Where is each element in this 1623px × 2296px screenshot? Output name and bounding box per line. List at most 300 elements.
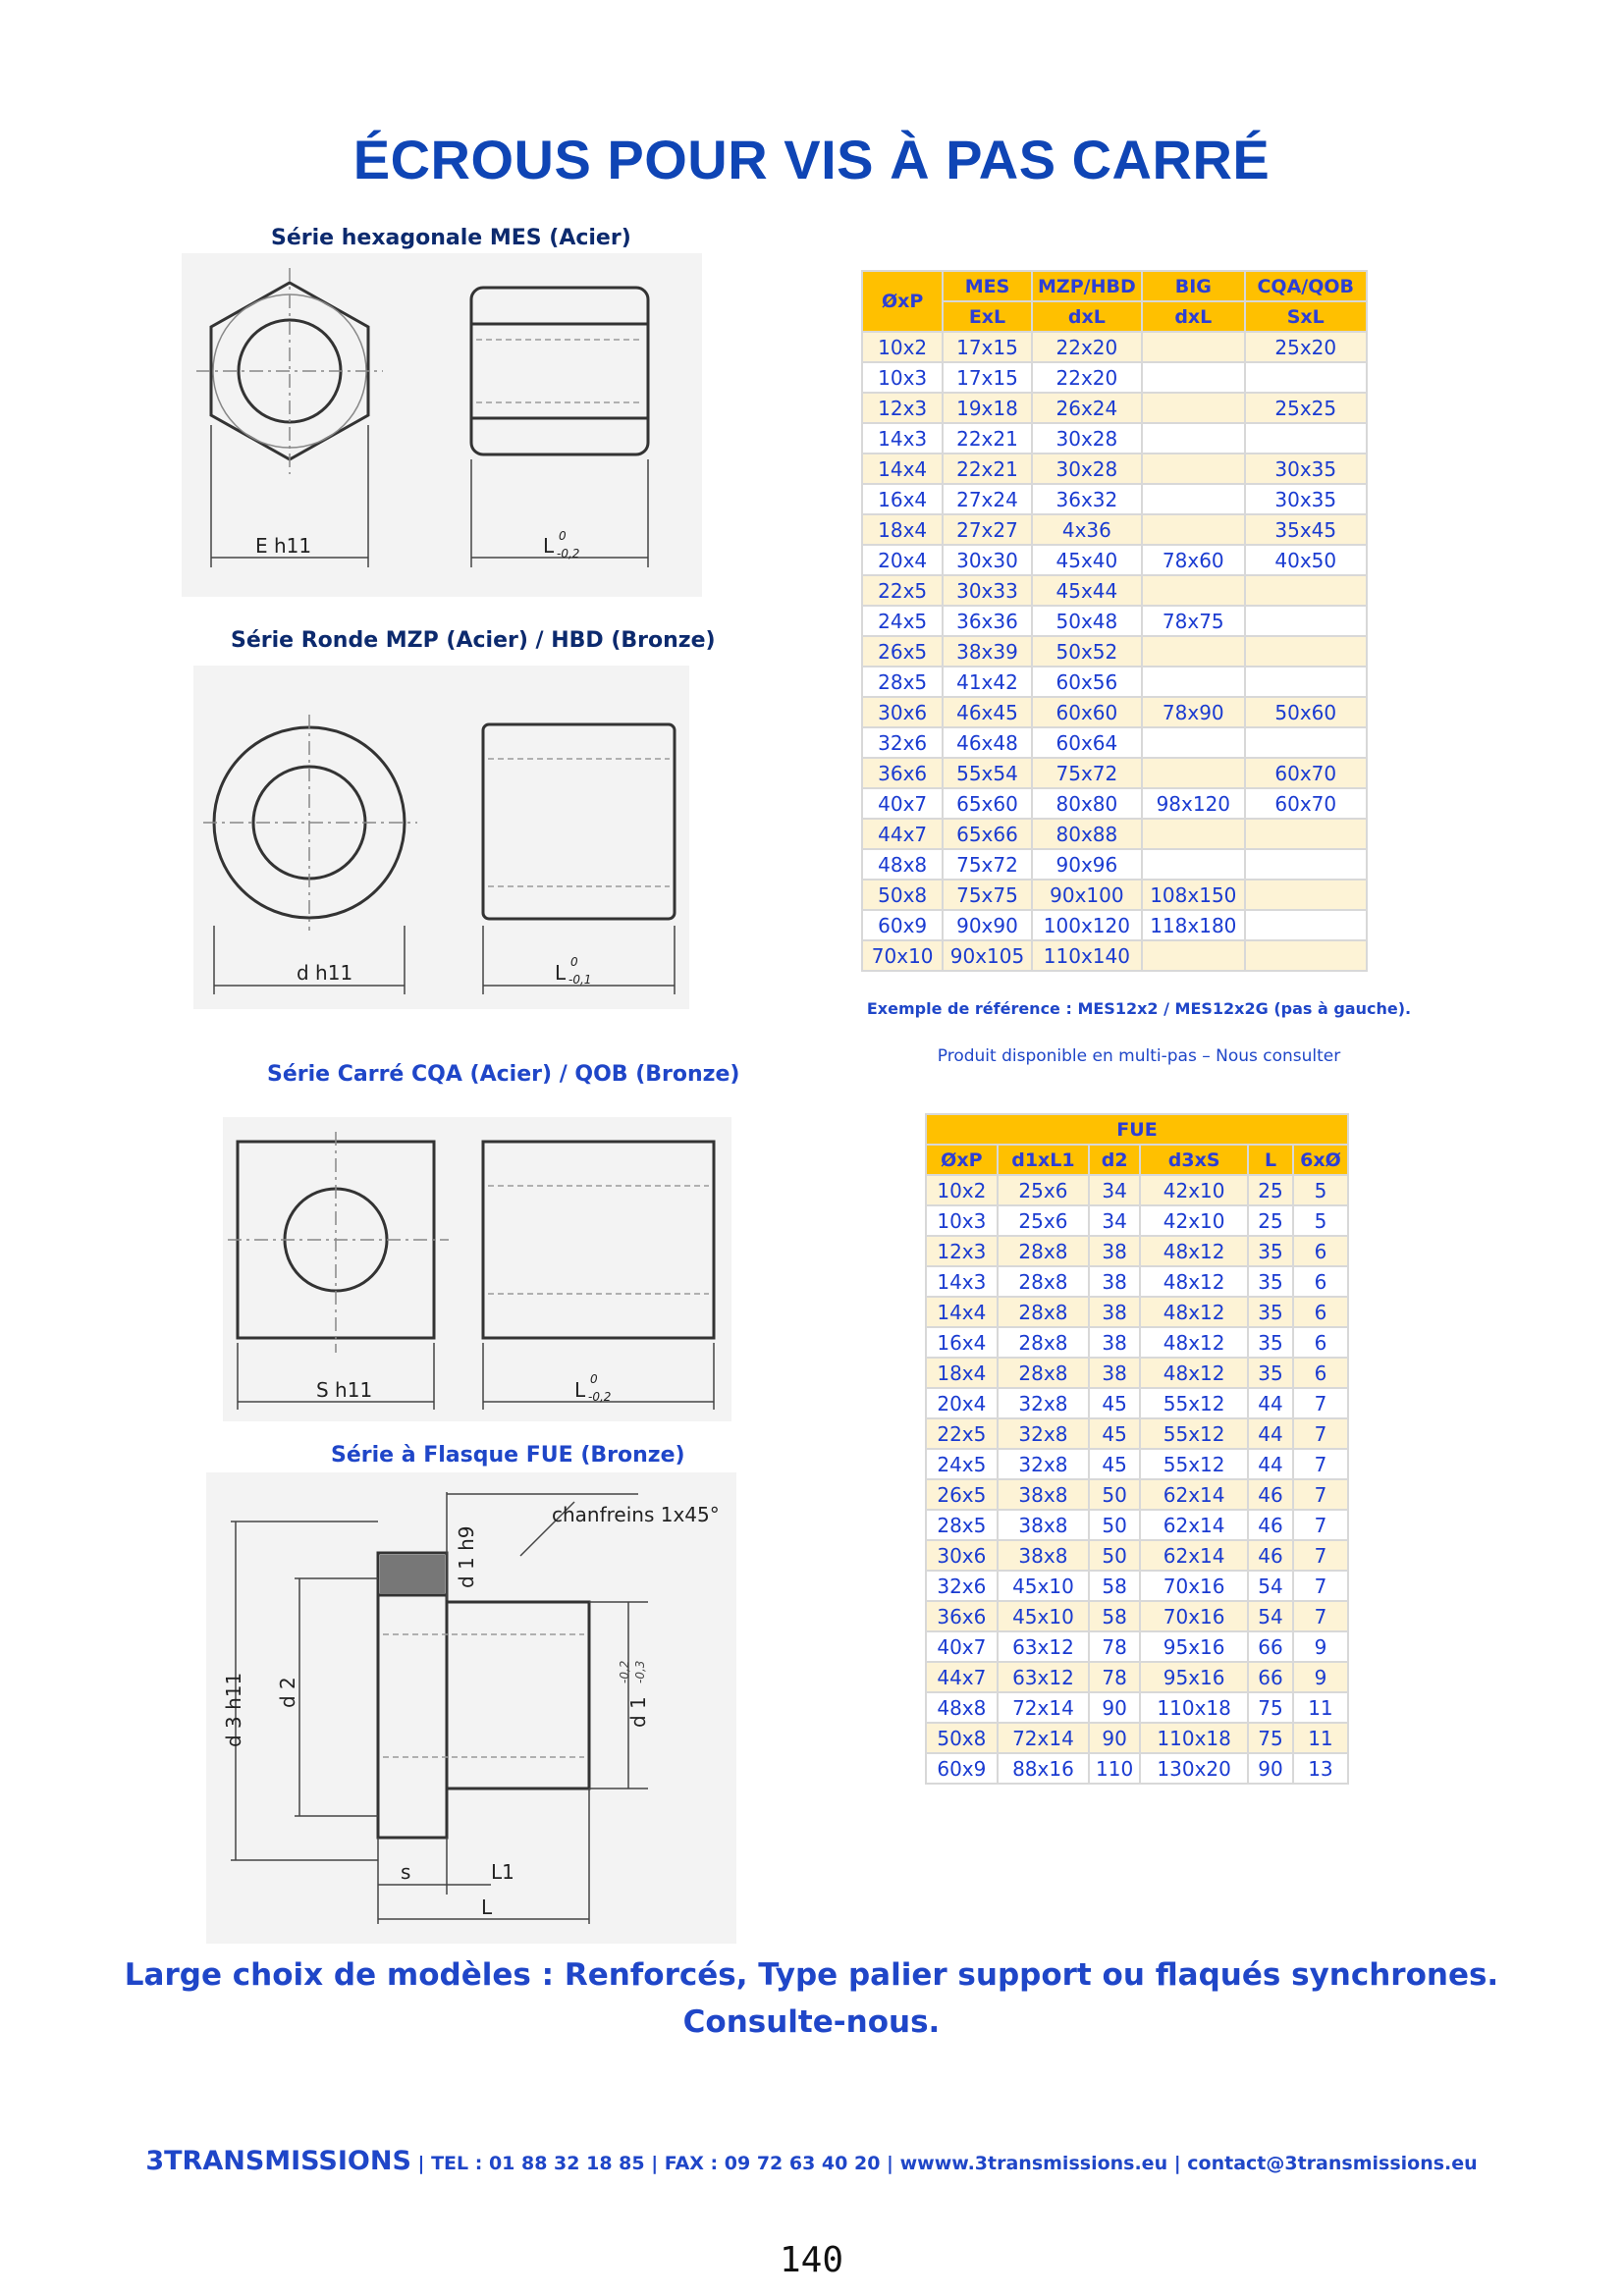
table-cell: [1245, 819, 1368, 849]
table-cell: 9: [1293, 1631, 1348, 1662]
table-cell: 50x52: [1032, 636, 1142, 667]
table-cell: [1142, 332, 1244, 362]
reference-example-note: Exemple de référence : MES12x2 / MES12x2G (pas à gauche).: [866, 999, 1412, 1018]
footer: [0, 2146, 1623, 2176]
table-cell: 7: [1293, 1449, 1348, 1479]
fue-col-d1xl1: d1xL1: [998, 1145, 1089, 1175]
table-cell: 46: [1248, 1540, 1293, 1571]
table-cell: 50x48: [1032, 606, 1142, 636]
table-row: [926, 1601, 1348, 1631]
table-cell: 50x8: [926, 1723, 998, 1753]
table-cell: [1245, 636, 1368, 667]
table-cell: 45: [1089, 1388, 1140, 1418]
table-cell: 22x21: [943, 423, 1031, 454]
table-cell: 70x16: [1140, 1571, 1248, 1601]
table-cell: 108x150: [1142, 880, 1244, 910]
col-subheader-dxl: dxL: [1032, 301, 1142, 332]
table-cell: 50: [1089, 1510, 1140, 1540]
table-cell: 32x8: [998, 1418, 1089, 1449]
col-header-mes: MES: [943, 271, 1031, 301]
table-row: [862, 910, 1367, 940]
table-row: [862, 545, 1367, 575]
fue-table-caption: FUE: [926, 1114, 1348, 1145]
table-row: [862, 362, 1367, 393]
table-row: [862, 575, 1367, 606]
table-row: [926, 1449, 1348, 1479]
table-cell: 75x75: [943, 880, 1031, 910]
flange-s-label: s: [401, 1860, 411, 1884]
table-cell: 25x20: [1245, 332, 1368, 362]
table-row: [862, 514, 1367, 545]
page-title: ÉCROUS POUR VIS À PAS CARRÉ: [352, 129, 1271, 190]
table-cell: 14x4: [926, 1297, 998, 1327]
table-row: [926, 1662, 1348, 1692]
hex-nut-drawing: [182, 253, 702, 597]
table-row: [926, 1692, 1348, 1723]
table-cell: 110: [1089, 1753, 1140, 1784]
table-cell: 88x16: [998, 1753, 1089, 1784]
table-cell: 30x6: [862, 697, 943, 727]
table-cell: [1245, 849, 1368, 880]
table-cell: 18x4: [862, 514, 943, 545]
table-cell: 48x12: [1140, 1358, 1248, 1388]
table-cell: 48x12: [1140, 1297, 1248, 1327]
table-cell: 30x30: [943, 545, 1031, 575]
table-cell: [1142, 393, 1244, 423]
col-header-oxp: ØxP: [862, 271, 943, 332]
table-cell: 28x8: [998, 1236, 1089, 1266]
col-header-big: BIG: [1142, 271, 1244, 301]
table-cell: 30x33: [943, 575, 1031, 606]
table-cell: 95x16: [1140, 1662, 1248, 1692]
table-cell: 44x7: [862, 819, 943, 849]
table-cell: 32x8: [998, 1449, 1089, 1479]
table-cell: 55x12: [1140, 1449, 1248, 1479]
table-cell: [1245, 880, 1368, 910]
table-cell: 48x8: [862, 849, 943, 880]
table-cell: [1142, 362, 1244, 393]
table-cell: 130x20: [1140, 1753, 1248, 1784]
table-row: [926, 1723, 1348, 1753]
table-cell: 42x10: [1140, 1205, 1248, 1236]
table-cell: 22x5: [862, 575, 943, 606]
table-row: [862, 606, 1367, 636]
section-title-cqa: Série Carré CQA (Acier) / QOB (Bronze): [267, 1062, 740, 1087]
table-cell: 35: [1248, 1327, 1293, 1358]
table-cell: 36x6: [926, 1601, 998, 1631]
table-cell: [1142, 758, 1244, 788]
table-cell: 35: [1248, 1236, 1293, 1266]
table-cell: 62x14: [1140, 1540, 1248, 1571]
table-row: [862, 667, 1367, 697]
table-cell: 90: [1248, 1753, 1293, 1784]
table-cell: [1142, 636, 1244, 667]
table-cell: 60x56: [1032, 667, 1142, 697]
multi-pitch-note: Produit disponible en multi-pas – Nous consulter: [937, 1046, 1341, 1066]
table-cell: 17x15: [943, 362, 1031, 393]
table-cell: 26x5: [862, 636, 943, 667]
table-row: [862, 849, 1367, 880]
fue-col-d3xs: d3xS: [1140, 1145, 1248, 1175]
table-cell: [1142, 423, 1244, 454]
table-row: [862, 454, 1367, 484]
table-cell: 7: [1293, 1479, 1348, 1510]
table-row: [926, 1327, 1348, 1358]
hex-label-e: E h11: [255, 534, 312, 558]
square-tol-lower: -0,2: [588, 1390, 612, 1404]
table-cell: 78x60: [1142, 545, 1244, 575]
table-cell: 38x8: [998, 1540, 1089, 1571]
table-cell: 110x18: [1140, 1692, 1248, 1723]
table-cell: 24x5: [926, 1449, 998, 1479]
table-cell: 14x4: [862, 454, 943, 484]
table-cell: 100x120: [1032, 910, 1142, 940]
cta-line-2: Consulte-nous.: [682, 2004, 941, 2040]
flange-nut-drawing: [206, 1472, 736, 1944]
table-row: [926, 1753, 1348, 1784]
table-cell: 46: [1248, 1479, 1293, 1510]
hex-tol-lower: -0,2: [557, 547, 580, 561]
round-label-l: L: [555, 961, 567, 985]
table-cell: 32x6: [862, 727, 943, 758]
hex-label-l: L: [543, 534, 555, 558]
fue-col-d2: d2: [1089, 1145, 1140, 1175]
table-cell: [1142, 727, 1244, 758]
table-cell: [1142, 940, 1244, 971]
table-cell: 42x10: [1140, 1175, 1248, 1205]
table-cell: 50: [1089, 1479, 1140, 1510]
table-cell: 65x66: [943, 819, 1031, 849]
table-cell: 38: [1089, 1358, 1140, 1388]
table-cell: 25: [1248, 1175, 1293, 1205]
table-cell: 28x8: [998, 1327, 1089, 1358]
table-cell: 7: [1293, 1571, 1348, 1601]
table-row: [862, 697, 1367, 727]
fue-col-l: L: [1248, 1145, 1293, 1175]
table-cell: 36x32: [1032, 484, 1142, 514]
square-label-s: S h11: [316, 1378, 373, 1402]
table-cell: 50: [1089, 1540, 1140, 1571]
table-cell: 60x70: [1245, 758, 1368, 788]
table-cell: 35x45: [1245, 514, 1368, 545]
table-cell: 4x36: [1032, 514, 1142, 545]
flange-l1-label: L1: [491, 1860, 514, 1884]
table-cell: 35: [1248, 1297, 1293, 1327]
table-cell: 75x72: [1032, 758, 1142, 788]
table-cell: [1142, 819, 1244, 849]
table-row: [926, 1175, 1348, 1205]
table-cell: 78: [1089, 1631, 1140, 1662]
table-cell: 60x64: [1032, 727, 1142, 758]
table-cell: 60x9: [862, 910, 943, 940]
table-cell: 55x12: [1140, 1388, 1248, 1418]
table-cell: 6: [1293, 1266, 1348, 1297]
table-cell: 46x48: [943, 727, 1031, 758]
table-cell: 45x10: [998, 1571, 1089, 1601]
table-cell: 66: [1248, 1631, 1293, 1662]
table-row: [862, 332, 1367, 362]
table-cell: 58: [1089, 1571, 1140, 1601]
hex-tol-upper: 0: [559, 529, 567, 543]
table-cell: 7: [1293, 1510, 1348, 1540]
table-cell: 26x5: [926, 1479, 998, 1510]
table-cell: 30x28: [1032, 454, 1142, 484]
table-cell: 25x25: [1245, 393, 1368, 423]
table-cell: [1245, 667, 1368, 697]
table-row: [926, 1297, 1348, 1327]
table-cell: [1245, 910, 1368, 940]
table-row: [862, 819, 1367, 849]
footer-separator: |: [1167, 2153, 1188, 2174]
table-cell: 38x39: [943, 636, 1031, 667]
flange-chamfer-label: chanfreins 1x45°: [552, 1503, 720, 1526]
table-cell: 44: [1248, 1449, 1293, 1479]
table-cell: [1142, 849, 1244, 880]
table-cell: 66: [1248, 1662, 1293, 1692]
table-row: [926, 1418, 1348, 1449]
table-cell: [1142, 514, 1244, 545]
table-cell: 27x27: [943, 514, 1031, 545]
table-cell: 72x14: [998, 1723, 1089, 1753]
table-cell: 110x140: [1032, 940, 1142, 971]
flange-d1-tol-lower: -0,3: [633, 1660, 647, 1683]
fue-col-6xo: 6xØ: [1293, 1145, 1348, 1175]
table-cell: 24x5: [862, 606, 943, 636]
table-cell: 48x12: [1140, 1236, 1248, 1266]
table-row: [926, 1510, 1348, 1540]
table-cell: 10x2: [862, 332, 943, 362]
table-row: [926, 1479, 1348, 1510]
table-cell: 28x5: [862, 667, 943, 697]
table-row: [862, 727, 1367, 758]
table-cell: 30x6: [926, 1540, 998, 1571]
table-cell: 10x3: [926, 1205, 998, 1236]
footer-brand: 3TRANSMISSIONS: [145, 2146, 411, 2176]
table-cell: 36x6: [862, 758, 943, 788]
table-row: [926, 1266, 1348, 1297]
table-cell: 18x4: [926, 1358, 998, 1388]
table-cell: [1245, 727, 1368, 758]
table-cell: 40x50: [1245, 545, 1368, 575]
table-cell: 48x8: [926, 1692, 998, 1723]
table-cell: 9: [1293, 1662, 1348, 1692]
square-tol-upper: 0: [590, 1372, 598, 1386]
table-cell: 60x9: [926, 1753, 998, 1784]
table-cell: 60x70: [1245, 788, 1368, 819]
table-cell: 35: [1248, 1266, 1293, 1297]
table-cell: 90: [1089, 1692, 1140, 1723]
table-cell: 44: [1248, 1418, 1293, 1449]
table-cell: 30x35: [1245, 454, 1368, 484]
flange-d3h11-label: d 3 h11: [222, 1672, 245, 1747]
table-cell: 10x3: [862, 362, 943, 393]
table-cell: 25: [1248, 1205, 1293, 1236]
table-cell: 110x18: [1140, 1723, 1248, 1753]
table-cell: [1142, 484, 1244, 514]
table-cell: 38: [1089, 1236, 1140, 1266]
table-cell: 10x2: [926, 1175, 998, 1205]
table-cell: 78x90: [1142, 697, 1244, 727]
table-cell: 65x60: [943, 788, 1031, 819]
table-cell: 14x3: [926, 1266, 998, 1297]
col-subheader-dxl: dxL: [1142, 301, 1244, 332]
flange-d1-label: d 1: [626, 1696, 650, 1728]
table-row: [862, 940, 1367, 971]
table-cell: 38: [1089, 1297, 1140, 1327]
table-cell: 60x60: [1032, 697, 1142, 727]
table-cell: 78x75: [1142, 606, 1244, 636]
table-cell: 16x4: [926, 1327, 998, 1358]
table-cell: 11: [1293, 1723, 1348, 1753]
footer-website-link[interactable]: wwww.3transmissions.eu: [899, 2153, 1168, 2174]
table-cell: 38x8: [998, 1479, 1089, 1510]
table-cell: [1142, 454, 1244, 484]
table-cell: 20x4: [862, 545, 943, 575]
table-row: [926, 1388, 1348, 1418]
table-row: [862, 393, 1367, 423]
table-cell: 22x20: [1032, 332, 1142, 362]
table-cell: 17x15: [943, 332, 1031, 362]
table-cell: [1245, 362, 1368, 393]
table-cell: 58: [1089, 1601, 1140, 1631]
table-cell: 118x180: [1142, 910, 1244, 940]
table-cell: 7: [1293, 1601, 1348, 1631]
table-cell: 32x6: [926, 1571, 998, 1601]
table-cell: 48x12: [1140, 1266, 1248, 1297]
round-nut-drawing: [193, 666, 689, 1009]
table-cell: 55x54: [943, 758, 1031, 788]
round-tol-upper: 0: [570, 955, 578, 969]
table-cell: 75: [1248, 1723, 1293, 1753]
square-label-l: L: [574, 1378, 586, 1402]
table-cell: 90x100: [1032, 880, 1142, 910]
table-cell: [1245, 423, 1368, 454]
table-cell: 54: [1248, 1571, 1293, 1601]
table-cell: 45x44: [1032, 575, 1142, 606]
table-cell: 38: [1089, 1266, 1140, 1297]
table-cell: 78: [1089, 1662, 1140, 1692]
table-cell: 7: [1293, 1388, 1348, 1418]
page-number: 140: [779, 2240, 844, 2280]
table-row: [926, 1571, 1348, 1601]
table-row: [926, 1358, 1348, 1388]
dimensions-table-fue: [925, 1113, 1349, 1785]
table-cell: 12x3: [926, 1236, 998, 1266]
table-cell: 38x8: [998, 1510, 1089, 1540]
table-cell: 13: [1293, 1753, 1348, 1784]
fue-col-oxp: ØxP: [926, 1145, 998, 1175]
table-cell: 38: [1089, 1327, 1140, 1358]
table-row: [926, 1540, 1348, 1571]
table-row: [862, 423, 1367, 454]
round-label-d: d h11: [297, 961, 353, 985]
table-cell: 90x90: [943, 910, 1031, 940]
table-cell: 55x12: [1140, 1418, 1248, 1449]
table-cell: 62x14: [1140, 1479, 1248, 1510]
round-tol-lower: -0,1: [568, 973, 592, 987]
table-cell: 6: [1293, 1358, 1348, 1388]
table-cell: 7: [1293, 1540, 1348, 1571]
table-cell: 62x14: [1140, 1510, 1248, 1540]
table-cell: 75x72: [943, 849, 1031, 880]
table-cell: 40x7: [926, 1631, 998, 1662]
flange-d1-tol-upper: -0,2: [618, 1660, 631, 1683]
table-cell: 46: [1248, 1510, 1293, 1540]
table-cell: 54: [1248, 1601, 1293, 1631]
table-row: [862, 636, 1367, 667]
table-cell: 6: [1293, 1297, 1348, 1327]
flange-d2-label: d 2: [276, 1677, 299, 1708]
table-cell: 45x10: [998, 1601, 1089, 1631]
table-cell: 19x18: [943, 393, 1031, 423]
call-to-action: [0, 1951, 1623, 2046]
table-cell: 46x45: [943, 697, 1031, 727]
col-subheader-sxl: SxL: [1245, 301, 1368, 332]
table-row: [862, 880, 1367, 910]
table-cell: 5: [1293, 1175, 1348, 1205]
table-cell: 45x40: [1032, 545, 1142, 575]
footer-phone-fax: | TEL : 01 88 32 18 85 | FAX : 09 72 63 40 20 |: [410, 2153, 900, 2174]
table-cell: 95x16: [1140, 1631, 1248, 1662]
table-cell: [1142, 667, 1244, 697]
table-row: [862, 758, 1367, 788]
table-cell: 11: [1293, 1692, 1348, 1723]
table-cell: 34: [1089, 1175, 1140, 1205]
table-cell: 40x7: [862, 788, 943, 819]
table-cell: 7: [1293, 1418, 1348, 1449]
table-cell: [1245, 606, 1368, 636]
table-cell: 35: [1248, 1358, 1293, 1388]
table-cell: 28x8: [998, 1297, 1089, 1327]
table-cell: 80x80: [1032, 788, 1142, 819]
table-cell: 70x16: [1140, 1601, 1248, 1631]
table-cell: 45: [1089, 1449, 1140, 1479]
table-cell: 6: [1293, 1236, 1348, 1266]
table-cell: [1245, 940, 1368, 971]
table-cell: 98x120: [1142, 788, 1244, 819]
table-cell: 22x20: [1032, 362, 1142, 393]
table-cell: 22x21: [943, 454, 1031, 484]
table-row: [862, 484, 1367, 514]
section-title-mes: Série hexagonale MES (Acier): [271, 226, 631, 250]
table-cell: 22x5: [926, 1418, 998, 1449]
table-cell: 30x35: [1245, 484, 1368, 514]
section-title-mzp: Série Ronde MZP (Acier) / HBD (Bronze): [231, 628, 716, 653]
table-cell: 14x3: [862, 423, 943, 454]
table-cell: 32x8: [998, 1388, 1089, 1418]
table-cell: 41x42: [943, 667, 1031, 697]
table-cell: 28x8: [998, 1266, 1089, 1297]
col-subheader-exl: ExL: [943, 301, 1031, 332]
table-cell: [1245, 575, 1368, 606]
table-cell: 27x24: [943, 484, 1031, 514]
table-cell: 72x14: [998, 1692, 1089, 1723]
table-cell: 34: [1089, 1205, 1140, 1236]
table-cell: 63x12: [998, 1631, 1089, 1662]
table-cell: 12x3: [862, 393, 943, 423]
table-cell: 75: [1248, 1692, 1293, 1723]
col-header-mzp-hbd: MZP/HBD: [1032, 271, 1142, 301]
table-row: [926, 1205, 1348, 1236]
footer-email-link[interactable]: contact@3transmissions.eu: [1187, 2153, 1478, 2174]
table-cell: 26x24: [1032, 393, 1142, 423]
table-cell: 28x5: [926, 1510, 998, 1540]
table-cell: 90: [1089, 1723, 1140, 1753]
dimensions-table-main: [861, 270, 1368, 972]
table-row: [862, 788, 1367, 819]
table-cell: 44: [1248, 1388, 1293, 1418]
table-cell: 63x12: [998, 1662, 1089, 1692]
